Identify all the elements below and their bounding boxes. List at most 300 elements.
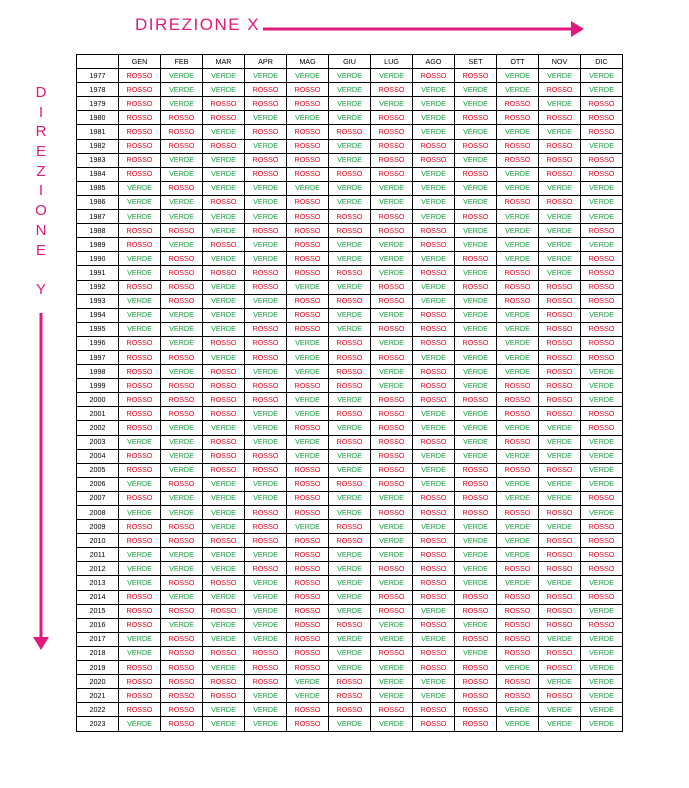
status-cell: VERDE — [161, 491, 203, 505]
status-cell: ROSSO — [287, 83, 329, 97]
status-cell: ROSSO — [161, 294, 203, 308]
status-cell: ROSSO — [581, 520, 623, 534]
status-cell: ROSSO — [455, 111, 497, 125]
status-cell: ROSSO — [329, 210, 371, 224]
status-cell: ROSSO — [119, 379, 161, 393]
status-cell: VERDE — [245, 618, 287, 632]
status-cell: ROSSO — [161, 477, 203, 491]
status-cell: ROSSO — [539, 379, 581, 393]
year-cell: 2021 — [77, 689, 119, 703]
status-cell: ROSSO — [581, 224, 623, 238]
status-cell: ROSSO — [119, 153, 161, 167]
status-cell: VERDE — [581, 210, 623, 224]
status-cell: ROSSO — [161, 576, 203, 590]
month-header-dic: DIC — [581, 55, 623, 69]
status-cell: ROSSO — [287, 548, 329, 562]
year-cell: 2018 — [77, 646, 119, 660]
status-cell: ROSSO — [203, 139, 245, 153]
status-cell: ROSSO — [119, 618, 161, 632]
status-cell: VERDE — [245, 210, 287, 224]
status-cell: VERDE — [581, 238, 623, 252]
status-cell: VERDE — [497, 449, 539, 463]
table-row — [77, 153, 623, 167]
year-cell: 2017 — [77, 632, 119, 646]
status-cell: ROSSO — [245, 224, 287, 238]
status-cell: ROSSO — [329, 224, 371, 238]
status-cell: ROSSO — [287, 477, 329, 491]
status-cell: ROSSO — [287, 125, 329, 139]
status-cell: ROSSO — [497, 111, 539, 125]
status-cell: VERDE — [497, 534, 539, 548]
status-cell: VERDE — [581, 435, 623, 449]
status-cell: ROSSO — [287, 717, 329, 731]
status-cell: ROSSO — [119, 125, 161, 139]
status-cell: ROSSO — [581, 125, 623, 139]
status-cell: ROSSO — [287, 604, 329, 618]
status-cell: VERDE — [161, 153, 203, 167]
status-cell: VERDE — [413, 252, 455, 266]
status-cell: ROSSO — [203, 646, 245, 660]
status-cell: ROSSO — [539, 139, 581, 153]
status-cell: VERDE — [497, 322, 539, 336]
status-cell: VERDE — [329, 548, 371, 562]
status-cell: ROSSO — [455, 703, 497, 717]
year-cell: 2011 — [77, 548, 119, 562]
status-cell: VERDE — [413, 83, 455, 97]
axis-y-letter: Z — [36, 162, 46, 180]
status-cell: VERDE — [539, 632, 581, 646]
table-row — [77, 97, 623, 111]
status-cell: VERDE — [203, 618, 245, 632]
status-cell: VERDE — [329, 646, 371, 660]
status-cell: ROSSO — [119, 661, 161, 675]
corner-cell — [77, 55, 119, 69]
status-cell: ROSSO — [329, 350, 371, 364]
status-cell: ROSSO — [245, 83, 287, 97]
status-cell: ROSSO — [455, 252, 497, 266]
table-row — [77, 266, 623, 280]
status-cell: VERDE — [329, 604, 371, 618]
year-cell: 2023 — [77, 717, 119, 731]
status-cell: ROSSO — [371, 463, 413, 477]
status-cell: VERDE — [161, 210, 203, 224]
year-cell: 2003 — [77, 435, 119, 449]
status-cell: VERDE — [119, 506, 161, 520]
status-cell: VERDE — [581, 717, 623, 731]
status-cell: VERDE — [329, 576, 371, 590]
status-cell: ROSSO — [413, 618, 455, 632]
axis-y-letter: R — [35, 123, 47, 141]
month-header-lug: LUG — [371, 55, 413, 69]
status-cell: ROSSO — [539, 153, 581, 167]
status-cell: ROSSO — [119, 350, 161, 364]
status-cell: VERDE — [455, 322, 497, 336]
status-cell: ROSSO — [161, 111, 203, 125]
status-cell: VERDE — [413, 675, 455, 689]
year-cell: 1987 — [77, 210, 119, 224]
status-cell: ROSSO — [245, 350, 287, 364]
status-cell: ROSSO — [497, 435, 539, 449]
status-cell: VERDE — [203, 210, 245, 224]
table-row — [77, 139, 623, 153]
status-cell: VERDE — [203, 632, 245, 646]
status-cell: ROSSO — [287, 463, 329, 477]
table-row — [77, 717, 623, 731]
status-cell: VERDE — [245, 181, 287, 195]
status-cell: VERDE — [371, 491, 413, 505]
status-cell: VERDE — [371, 379, 413, 393]
table-row — [77, 576, 623, 590]
status-cell: VERDE — [581, 181, 623, 195]
status-cell: VERDE — [539, 717, 581, 731]
status-cell: ROSSO — [413, 717, 455, 731]
year-cell: 1994 — [77, 308, 119, 322]
status-cell: ROSSO — [455, 675, 497, 689]
status-cell: VERDE — [371, 717, 413, 731]
status-cell: VERDE — [161, 238, 203, 252]
status-cell: ROSSO — [539, 280, 581, 294]
status-cell: ROSSO — [245, 393, 287, 407]
status-cell: VERDE — [581, 365, 623, 379]
status-cell: ROSSO — [413, 238, 455, 252]
status-cell: ROSSO — [539, 393, 581, 407]
status-cell: ROSSO — [245, 125, 287, 139]
year-cell: 1992 — [77, 280, 119, 294]
status-cell: ROSSO — [161, 280, 203, 294]
status-cell: VERDE — [119, 210, 161, 224]
status-cell: ROSSO — [413, 703, 455, 717]
status-cell: ROSSO — [203, 97, 245, 111]
status-cell: ROSSO — [413, 266, 455, 280]
status-cell: VERDE — [581, 379, 623, 393]
year-cell: 2013 — [77, 576, 119, 590]
status-cell: ROSSO — [371, 139, 413, 153]
status-cell: VERDE — [119, 717, 161, 731]
status-cell: ROSSO — [497, 280, 539, 294]
table-row — [77, 69, 623, 83]
status-cell: VERDE — [245, 477, 287, 491]
status-cell: ROSSO — [581, 548, 623, 562]
status-cell: ROSSO — [161, 407, 203, 421]
status-cell: ROSSO — [455, 393, 497, 407]
header-row — [77, 55, 623, 69]
status-cell: VERDE — [329, 449, 371, 463]
status-cell: ROSSO — [287, 266, 329, 280]
status-cell: ROSSO — [161, 266, 203, 280]
status-cell: ROSSO — [287, 252, 329, 266]
status-cell: VERDE — [497, 717, 539, 731]
status-cell: ROSSO — [161, 350, 203, 364]
status-cell: ROSSO — [245, 280, 287, 294]
status-cell: VERDE — [413, 167, 455, 181]
table-row — [77, 435, 623, 449]
status-cell: ROSSO — [203, 379, 245, 393]
status-cell: VERDE — [245, 576, 287, 590]
status-cell: VERDE — [371, 195, 413, 209]
status-cell: VERDE — [203, 562, 245, 576]
status-cell: ROSSO — [161, 139, 203, 153]
table-row — [77, 210, 623, 224]
status-cell: ROSSO — [245, 153, 287, 167]
status-cell: VERDE — [161, 618, 203, 632]
status-cell: VERDE — [119, 632, 161, 646]
status-cell: VERDE — [371, 252, 413, 266]
status-cell: ROSSO — [371, 646, 413, 660]
status-cell: VERDE — [119, 435, 161, 449]
status-cell: ROSSO — [119, 407, 161, 421]
status-cell: VERDE — [329, 97, 371, 111]
status-cell: VERDE — [203, 548, 245, 562]
status-cell: ROSSO — [329, 520, 371, 534]
table-row — [77, 195, 623, 209]
status-cell: ROSSO — [539, 350, 581, 364]
status-cell: VERDE — [371, 336, 413, 350]
status-cell: ROSSO — [245, 97, 287, 111]
status-cell: VERDE — [581, 703, 623, 717]
status-cell: ROSSO — [329, 365, 371, 379]
status-cell: ROSSO — [455, 717, 497, 731]
month-header-mag: MAG — [287, 55, 329, 69]
status-cell: VERDE — [329, 181, 371, 195]
status-cell: ROSSO — [455, 632, 497, 646]
status-cell: ROSSO — [455, 506, 497, 520]
status-cell: VERDE — [245, 407, 287, 421]
table-row — [77, 562, 623, 576]
status-cell: ROSSO — [413, 336, 455, 350]
status-cell: ROSSO — [413, 661, 455, 675]
status-cell: VERDE — [581, 195, 623, 209]
status-cell: VERDE — [371, 97, 413, 111]
status-cell: ROSSO — [497, 590, 539, 604]
status-cell: VERDE — [497, 520, 539, 534]
status-cell: ROSSO — [203, 407, 245, 421]
year-cell: 2012 — [77, 562, 119, 576]
status-cell: VERDE — [371, 661, 413, 675]
status-cell: ROSSO — [413, 646, 455, 660]
year-cell: 1997 — [77, 350, 119, 364]
axis-x-label: DIREZIONE X — [135, 15, 261, 34]
status-cell: VERDE — [287, 111, 329, 125]
year-cell: 1984 — [77, 167, 119, 181]
status-cell: VERDE — [245, 111, 287, 125]
status-cell: VERDE — [119, 562, 161, 576]
status-cell: VERDE — [161, 167, 203, 181]
status-cell: VERDE — [539, 224, 581, 238]
status-cell: VERDE — [329, 83, 371, 97]
status-cell: ROSSO — [371, 506, 413, 520]
status-cell: VERDE — [539, 449, 581, 463]
year-cell: 2005 — [77, 463, 119, 477]
status-cell: VERDE — [245, 689, 287, 703]
status-cell: VERDE — [455, 125, 497, 139]
year-cell: 2020 — [77, 675, 119, 689]
status-cell: ROSSO — [161, 646, 203, 660]
status-cell: VERDE — [455, 153, 497, 167]
status-cell: ROSSO — [371, 393, 413, 407]
status-cell: ROSSO — [539, 562, 581, 576]
status-cell: VERDE — [329, 463, 371, 477]
axis-y-letter — [30, 260, 52, 280]
table-row — [77, 308, 623, 322]
status-cell: ROSSO — [119, 604, 161, 618]
status-cell: VERDE — [455, 83, 497, 97]
status-cell: ROSSO — [329, 435, 371, 449]
status-cell: VERDE — [455, 548, 497, 562]
status-cell: ROSSO — [455, 210, 497, 224]
table-row — [77, 125, 623, 139]
status-cell: VERDE — [497, 421, 539, 435]
status-cell: ROSSO — [329, 167, 371, 181]
status-cell: ROSSO — [287, 618, 329, 632]
status-cell: VERDE — [371, 238, 413, 252]
status-cell: ROSSO — [287, 167, 329, 181]
status-cell: VERDE — [497, 576, 539, 590]
status-cell: ROSSO — [119, 83, 161, 97]
year-cell: 2008 — [77, 506, 119, 520]
status-cell: VERDE — [119, 252, 161, 266]
status-cell: ROSSO — [539, 294, 581, 308]
table-row — [77, 379, 623, 393]
status-cell: ROSSO — [539, 590, 581, 604]
status-cell: ROSSO — [371, 350, 413, 364]
status-cell: VERDE — [581, 506, 623, 520]
axis-y-label — [30, 83, 52, 300]
table-row — [77, 703, 623, 717]
status-cell: VERDE — [287, 520, 329, 534]
status-cell: VERDE — [455, 421, 497, 435]
status-cell: VERDE — [371, 548, 413, 562]
status-cell: ROSSO — [203, 238, 245, 252]
status-cell: VERDE — [119, 294, 161, 308]
status-cell: VERDE — [329, 153, 371, 167]
table-row — [77, 661, 623, 675]
status-cell: VERDE — [455, 562, 497, 576]
status-cell: ROSSO — [203, 463, 245, 477]
axis-y-letter: O — [35, 202, 47, 220]
status-cell: ROSSO — [581, 322, 623, 336]
status-cell: VERDE — [455, 350, 497, 364]
status-cell: ROSSO — [203, 675, 245, 689]
status-cell: ROSSO — [413, 393, 455, 407]
status-cell: VERDE — [119, 576, 161, 590]
status-cell: ROSSO — [161, 252, 203, 266]
status-cell: VERDE — [329, 632, 371, 646]
status-cell: VERDE — [455, 520, 497, 534]
status-cell: VERDE — [245, 548, 287, 562]
status-cell: VERDE — [497, 252, 539, 266]
status-cell: VERDE — [287, 393, 329, 407]
status-cell: VERDE — [539, 266, 581, 280]
status-cell: ROSSO — [329, 618, 371, 632]
axis-y-letter: N — [35, 221, 47, 239]
status-cell: ROSSO — [371, 224, 413, 238]
table-row — [77, 477, 623, 491]
table-row — [77, 548, 623, 562]
status-cell: VERDE — [497, 661, 539, 675]
status-cell: ROSSO — [371, 167, 413, 181]
status-cell: ROSSO — [581, 266, 623, 280]
status-cell: ROSSO — [455, 590, 497, 604]
month-header-giu: GIU — [329, 55, 371, 69]
status-cell: VERDE — [497, 548, 539, 562]
status-cell: VERDE — [245, 195, 287, 209]
status-cell: VERDE — [329, 69, 371, 83]
status-cell: ROSSO — [581, 97, 623, 111]
status-cell: ROSSO — [413, 69, 455, 83]
status-cell: VERDE — [497, 365, 539, 379]
status-cell: VERDE — [245, 590, 287, 604]
status-cell: ROSSO — [581, 421, 623, 435]
month-header-ago: AGO — [413, 55, 455, 69]
status-cell: ROSSO — [539, 407, 581, 421]
status-cell: VERDE — [497, 224, 539, 238]
status-cell: VERDE — [455, 308, 497, 322]
status-cell: ROSSO — [161, 125, 203, 139]
year-cell: 1981 — [77, 125, 119, 139]
status-cell: ROSSO — [539, 195, 581, 209]
status-cell: VERDE — [161, 336, 203, 350]
status-cell: ROSSO — [497, 139, 539, 153]
status-cell: ROSSO — [203, 534, 245, 548]
status-cell: ROSSO — [581, 590, 623, 604]
status-cell: ROSSO — [371, 449, 413, 463]
status-cell: ROSSO — [161, 675, 203, 689]
status-cell: VERDE — [203, 477, 245, 491]
status-cell: ROSSO — [581, 534, 623, 548]
status-cell: ROSSO — [581, 350, 623, 364]
status-cell: ROSSO — [245, 449, 287, 463]
status-cell: VERDE — [287, 407, 329, 421]
status-cell: ROSSO — [539, 534, 581, 548]
year-cell: 2004 — [77, 449, 119, 463]
status-cell: ROSSO — [371, 703, 413, 717]
status-cell: VERDE — [203, 520, 245, 534]
status-cell: ROSSO — [119, 224, 161, 238]
status-cell: VERDE — [203, 294, 245, 308]
status-cell: ROSSO — [455, 477, 497, 491]
status-cell: VERDE — [203, 308, 245, 322]
table-row — [77, 632, 623, 646]
status-cell: ROSSO — [287, 506, 329, 520]
status-cell: VERDE — [161, 83, 203, 97]
status-cell: VERDE — [245, 632, 287, 646]
status-cell: ROSSO — [119, 675, 161, 689]
status-cell: VERDE — [497, 350, 539, 364]
status-cell: ROSSO — [371, 421, 413, 435]
year-cell: 2006 — [77, 477, 119, 491]
status-cell: ROSSO — [203, 195, 245, 209]
status-cell: VERDE — [329, 139, 371, 153]
status-cell: VERDE — [497, 210, 539, 224]
arrow-right-icon — [263, 20, 585, 38]
status-cell: VERDE — [329, 562, 371, 576]
status-cell: ROSSO — [329, 703, 371, 717]
year-cell: 1988 — [77, 224, 119, 238]
status-cell: ROSSO — [287, 97, 329, 111]
status-cell: ROSSO — [455, 661, 497, 675]
status-cell: VERDE — [245, 421, 287, 435]
status-cell: VERDE — [455, 294, 497, 308]
status-cell: VERDE — [329, 590, 371, 604]
status-cell: VERDE — [161, 463, 203, 477]
status-cell: VERDE — [539, 520, 581, 534]
status-cell: VERDE — [161, 69, 203, 83]
status-cell: VERDE — [161, 308, 203, 322]
status-cell: ROSSO — [287, 534, 329, 548]
status-cell: VERDE — [329, 111, 371, 125]
status-cell: VERDE — [203, 421, 245, 435]
table-row — [77, 350, 623, 364]
